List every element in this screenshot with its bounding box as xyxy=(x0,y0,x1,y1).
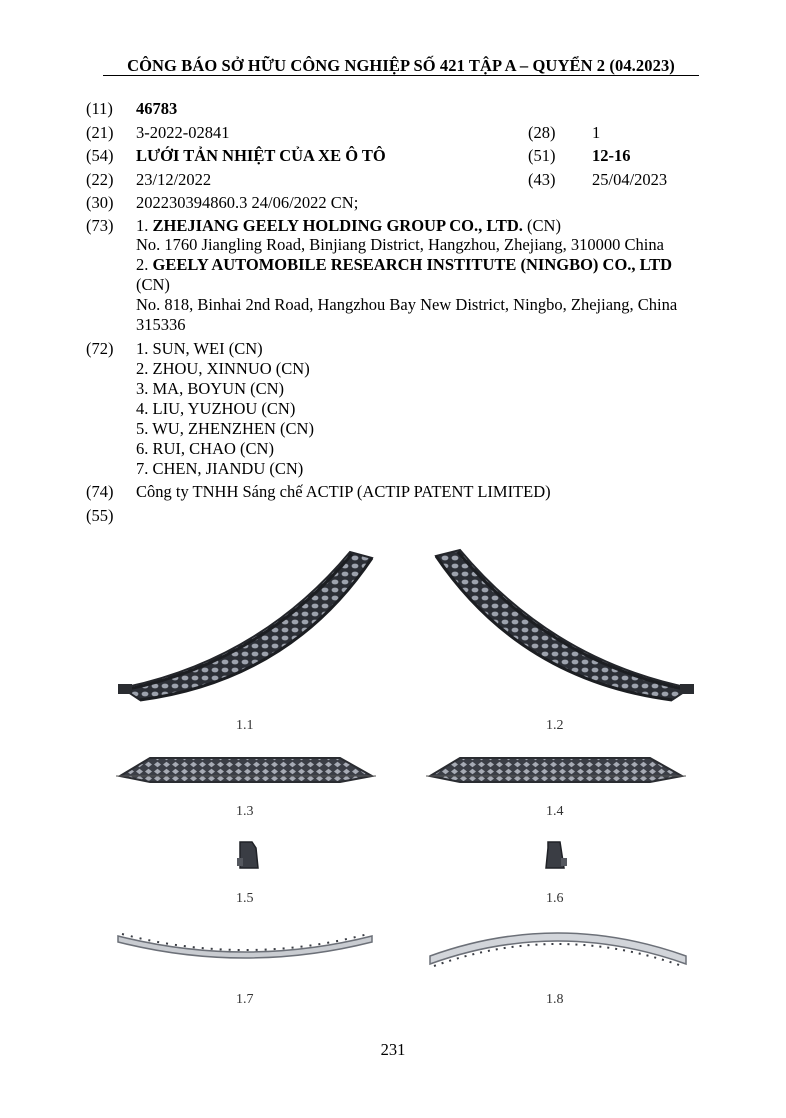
patent-agent: Công ty TNHH Sáng chế ACTIP (ACTIP PATENT LIMITED) xyxy=(136,482,551,501)
applicant-1 xyxy=(136,216,561,236)
code-21: (21) xyxy=(86,123,114,142)
code-51: (51) xyxy=(528,146,556,165)
filing-date: 23/12/2022 xyxy=(136,170,212,189)
priority-data: 202230394860.3 24/06/2022 CN; xyxy=(136,193,359,212)
code-43: (43) xyxy=(528,170,556,189)
code-72: (72) xyxy=(86,339,114,358)
applicant-2-country: (CN) xyxy=(136,275,170,294)
application-number: 3-2022-02841 xyxy=(136,123,230,142)
code-73: (73) xyxy=(86,216,114,235)
applicant-2-name: GEELY AUTOMOBILE RESEARCH INSTITUTE (NINGBO) CO., LTD xyxy=(152,255,673,274)
page-number: 231 xyxy=(380,1040,406,1059)
applicant-2-num: 2. xyxy=(136,255,153,274)
design-count: 1 xyxy=(592,123,601,142)
inventor: 4. LIU, YUZHOU (CN) xyxy=(136,399,296,418)
figure-1-7 xyxy=(118,934,372,958)
code-74: (74) xyxy=(86,482,114,501)
applicant-1-country: (CN) xyxy=(522,216,561,235)
figure-caption: 1.1 xyxy=(236,718,254,733)
applicant-2 xyxy=(136,255,672,275)
design-figures xyxy=(0,530,786,1030)
figure-caption: 1.4 xyxy=(546,804,564,819)
inventor: 5. WU, ZHENZHEN (CN) xyxy=(136,419,314,438)
applicant-1-address: No. 1760 Jiangling Road, Binjiang District, Hangzhou, Zhejiang, 310000 China xyxy=(136,235,664,254)
figure-1-8 xyxy=(430,933,686,966)
publication-date: 25/04/2023 xyxy=(592,170,668,189)
applicant-2-address-line1: No. 818, Binhai 2nd Road, Hangzhou Bay New District, Ningbo, Zhejiang, China xyxy=(136,295,678,314)
figure-1-3 xyxy=(116,758,376,782)
inventor: 2. ZHOU, XINNUO (CN) xyxy=(136,359,310,378)
figure-1-5 xyxy=(237,842,258,868)
figure-caption: 1.3 xyxy=(236,804,254,819)
figure-caption: 1.8 xyxy=(546,992,564,1007)
applicant-1-num: 1. xyxy=(136,216,153,235)
gazette-header: CÔNG BÁO SỞ HỮU CÔNG NGHIỆP SỐ 421 TẬP A – QUYỂN 2 (04.2023) xyxy=(127,56,675,75)
inventor: 7. CHEN, JIANDU (CN) xyxy=(136,459,304,478)
figure-1-6 xyxy=(546,842,567,868)
registration-number: 46783 xyxy=(136,99,178,118)
code-28: (28) xyxy=(528,123,556,142)
inventor: 3. MA, BOYUN (CN) xyxy=(136,379,285,398)
figure-1-4 xyxy=(426,758,686,782)
figure-1-1 xyxy=(118,552,372,700)
figure-caption: 1.5 xyxy=(236,891,254,906)
code-55: (55) xyxy=(86,506,114,525)
locarno-class: 12-16 xyxy=(592,146,631,165)
applicant-2-address-line2: 315336 xyxy=(136,315,186,334)
figure-caption: 1.7 xyxy=(236,992,254,1007)
code-22: (22) xyxy=(86,170,114,189)
code-30: (30) xyxy=(86,193,114,212)
design-title: LƯỚI TẢN NHIỆT CỦA XE Ô TÔ xyxy=(136,146,386,165)
inventor: 1. SUN, WEI (CN) xyxy=(136,339,263,358)
figure-caption: 1.6 xyxy=(546,891,564,906)
figure-1-2 xyxy=(436,550,694,700)
header-rule xyxy=(103,75,699,76)
code-54: (54) xyxy=(86,146,114,165)
code-11: (11) xyxy=(86,99,113,118)
applicant-1-name: ZHEJIANG GEELY HOLDING GROUP CO., LTD. xyxy=(152,216,523,235)
figure-caption: 1.2 xyxy=(546,718,564,733)
inventor: 6. RUI, CHAO (CN) xyxy=(136,439,274,458)
